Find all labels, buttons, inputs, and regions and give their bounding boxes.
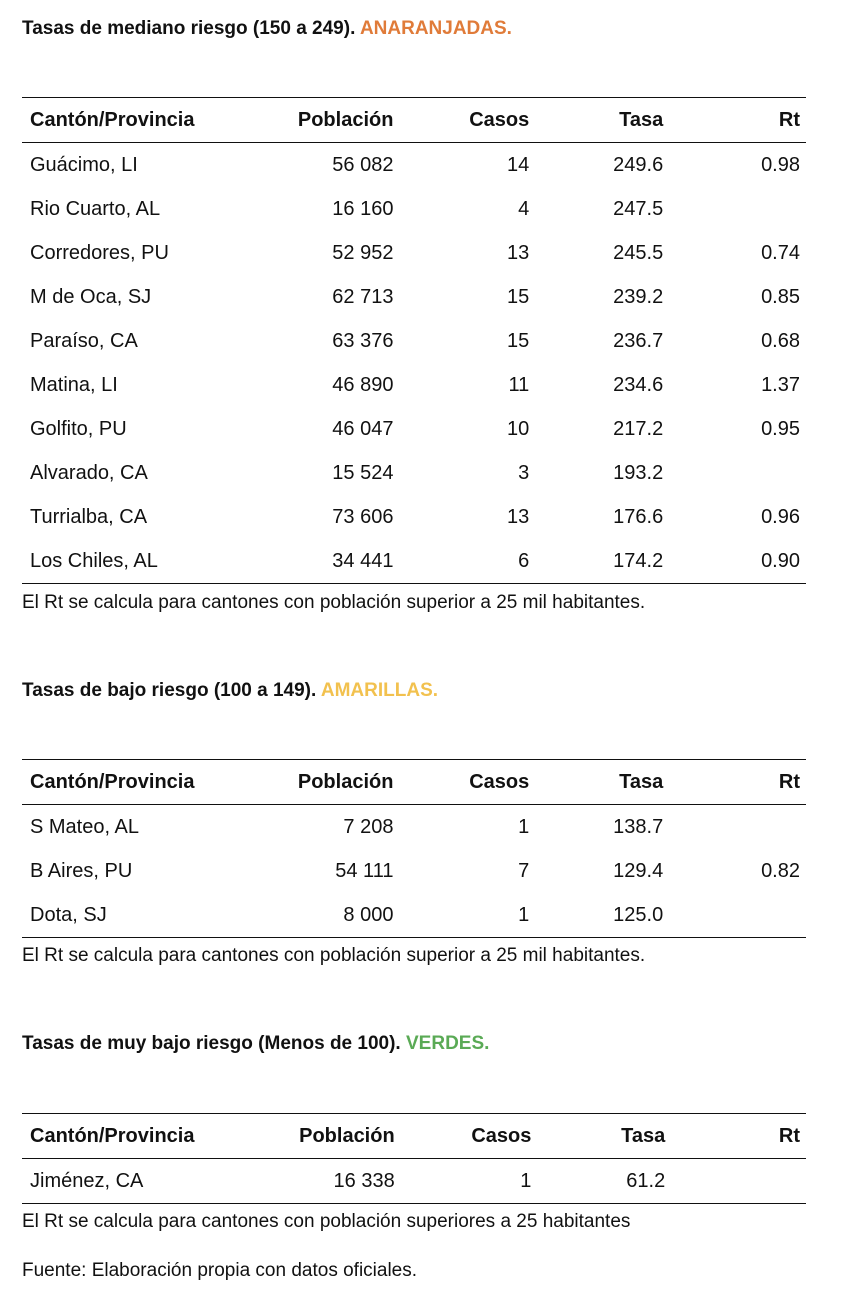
- column-header-rt: Rt: [778, 108, 800, 131]
- table-row: [22, 451, 806, 495]
- column-header-canton: Cantón/Provincia: [30, 108, 195, 131]
- cell-cases: 13: [507, 505, 530, 528]
- section-title-text: Tasas de mediano riesgo (150 a 249).: [22, 18, 356, 39]
- cell-cases: 11: [508, 373, 530, 396]
- cell-rate: 239.2: [613, 285, 664, 308]
- column-header-population: Población: [297, 770, 394, 793]
- table-row: [22, 893, 806, 938]
- cell-cases: 1: [520, 1169, 532, 1192]
- column-header-cases: Casos: [469, 108, 530, 131]
- cell-canton: Paraíso, CA: [30, 329, 138, 352]
- cell-cases: 1: [518, 903, 530, 926]
- cell-rate: 125.0: [613, 903, 664, 926]
- cell-rate: 217.2: [613, 417, 664, 440]
- column-header-cases: Casos: [471, 1124, 532, 1147]
- section-color-tag: ANARANJADAS.: [359, 18, 512, 39]
- cell-rt: 0.68: [761, 329, 800, 352]
- cell-population: 63 376: [332, 329, 394, 352]
- table-row: [22, 187, 806, 231]
- table-note: El Rt se calcula para cantones con población superior a 25 mil habitantes.: [22, 592, 646, 613]
- column-header-population: Población: [299, 1124, 395, 1147]
- column-header-cases: Casos: [469, 770, 530, 793]
- cell-rt: 0.90: [761, 549, 800, 572]
- cell-rate: 174.2: [613, 549, 664, 572]
- cell-rt: [669, 805, 806, 850]
- cell-cases: 13: [507, 241, 530, 264]
- cell-rt: 0.82: [761, 859, 800, 882]
- rates-table: [22, 97, 806, 584]
- table-row: [22, 231, 806, 275]
- column-header-rt: Rt: [778, 1124, 800, 1147]
- cell-rt: 1.37: [761, 373, 800, 396]
- cell-rate: 129.4: [613, 859, 664, 882]
- table-row: [22, 275, 806, 319]
- cell-population: 15 524: [332, 461, 394, 484]
- table-row: [22, 539, 806, 584]
- column-header-population: Población: [297, 108, 394, 131]
- cell-population: 7 208: [343, 815, 394, 838]
- cell-rate: 249.6: [613, 153, 664, 176]
- cell-canton: S Mateo, AL: [30, 815, 139, 838]
- table-header-row: [22, 1114, 806, 1159]
- table-header-row: [22, 98, 806, 143]
- source-note: Fuente: Elaboración propia con datos oficiales.: [22, 1260, 418, 1281]
- cell-population: 34 441: [332, 549, 394, 572]
- cell-canton: Turrialba, CA: [30, 505, 148, 528]
- cell-cases: 10: [507, 417, 530, 440]
- cell-population: 46 047: [332, 417, 394, 440]
- cell-canton: Guácimo, LI: [30, 153, 138, 176]
- cell-rt: [669, 451, 806, 495]
- table-row: [22, 407, 806, 451]
- table-row: [22, 319, 806, 363]
- cell-population: 16 160: [332, 197, 394, 220]
- rates-table: [22, 1113, 806, 1204]
- cell-canton: Rio Cuarto, AL: [30, 197, 161, 220]
- cell-rate: 234.6: [613, 373, 664, 396]
- table-row: [22, 143, 806, 188]
- cell-population: 56 082: [332, 153, 394, 176]
- cell-cases: 7: [518, 859, 530, 882]
- cell-canton: B Aires, PU: [30, 859, 133, 882]
- column-header-rate: Tasa: [619, 108, 664, 131]
- section-title-text: Tasas de bajo riesgo (100 a 149).: [22, 680, 317, 701]
- section-title: [22, 1033, 489, 1055]
- section-title-text: Tasas de muy bajo riesgo (Menos de 100).: [22, 1033, 401, 1054]
- cell-cases: 6: [518, 549, 530, 572]
- cell-population: 46 890: [332, 373, 394, 396]
- table-row: [22, 1159, 806, 1204]
- rates-table: [22, 759, 806, 938]
- cell-population: 52 952: [332, 241, 394, 264]
- cell-rt: 0.98: [761, 153, 800, 176]
- cell-cases: 14: [507, 153, 530, 176]
- column-header-rate: Tasa: [619, 770, 664, 793]
- cell-canton: Dota, SJ: [30, 903, 107, 926]
- cell-population: 73 606: [332, 505, 394, 528]
- cell-canton: Golfito, PU: [30, 417, 127, 440]
- table-row: [22, 363, 806, 407]
- cell-population: 54 111: [335, 859, 394, 882]
- cell-rt: 0.85: [761, 285, 800, 308]
- cell-canton: Corredores, PU: [30, 241, 169, 264]
- cell-canton: Jiménez, CA: [30, 1169, 144, 1192]
- cell-rt: [669, 893, 806, 938]
- table-row: [22, 805, 806, 850]
- cell-rt: [669, 187, 806, 231]
- cell-population: 16 338: [333, 1169, 395, 1192]
- column-header-canton: Cantón/Provincia: [30, 1124, 195, 1147]
- cell-population: 8 000: [343, 903, 394, 926]
- cell-population: 62 713: [332, 285, 394, 308]
- cell-cases: 4: [518, 197, 530, 220]
- cell-canton: Los Chiles, AL: [30, 549, 158, 572]
- cell-rt: 0.74: [761, 241, 800, 264]
- column-header-rt: Rt: [778, 770, 800, 793]
- column-header-rate: Tasa: [621, 1124, 666, 1147]
- cell-cases: 15: [507, 285, 530, 308]
- cell-rate: 138.7: [613, 815, 664, 838]
- cell-cases: 1: [518, 815, 530, 838]
- table-note: El Rt se calcula para cantones con población superior a 25 mil habitantes.: [22, 945, 646, 966]
- section-title: [22, 18, 512, 40]
- cell-canton: M de Oca, SJ: [30, 285, 152, 308]
- table-row: [22, 495, 806, 539]
- section-color-tag: VERDES.: [406, 1033, 490, 1054]
- cell-cases: 15: [507, 329, 530, 352]
- column-header-canton: Cantón/Provincia: [30, 770, 195, 793]
- cell-cases: 3: [518, 461, 530, 484]
- cell-rt: 0.95: [761, 417, 800, 440]
- table-header-row: [22, 760, 806, 805]
- cell-canton: Matina, LI: [30, 373, 118, 396]
- cell-rate: 247.5: [613, 197, 664, 220]
- cell-rate: 245.5: [613, 241, 664, 264]
- cell-rate: 193.2: [613, 461, 664, 484]
- cell-canton: Alvarado, CA: [30, 461, 148, 484]
- table-row: [22, 849, 806, 893]
- cell-rt: [671, 1159, 806, 1204]
- cell-rate: 176.6: [613, 505, 664, 528]
- cell-rate: 236.7: [613, 329, 664, 352]
- section-color-tag: AMARILLAS.: [320, 680, 439, 701]
- table-note: El Rt se calcula para cantones con población superiores a 25 habitantes: [22, 1211, 631, 1232]
- cell-rate: 61.2: [626, 1169, 666, 1192]
- cell-rt: 0.96: [761, 505, 800, 528]
- section-title: [22, 680, 438, 702]
